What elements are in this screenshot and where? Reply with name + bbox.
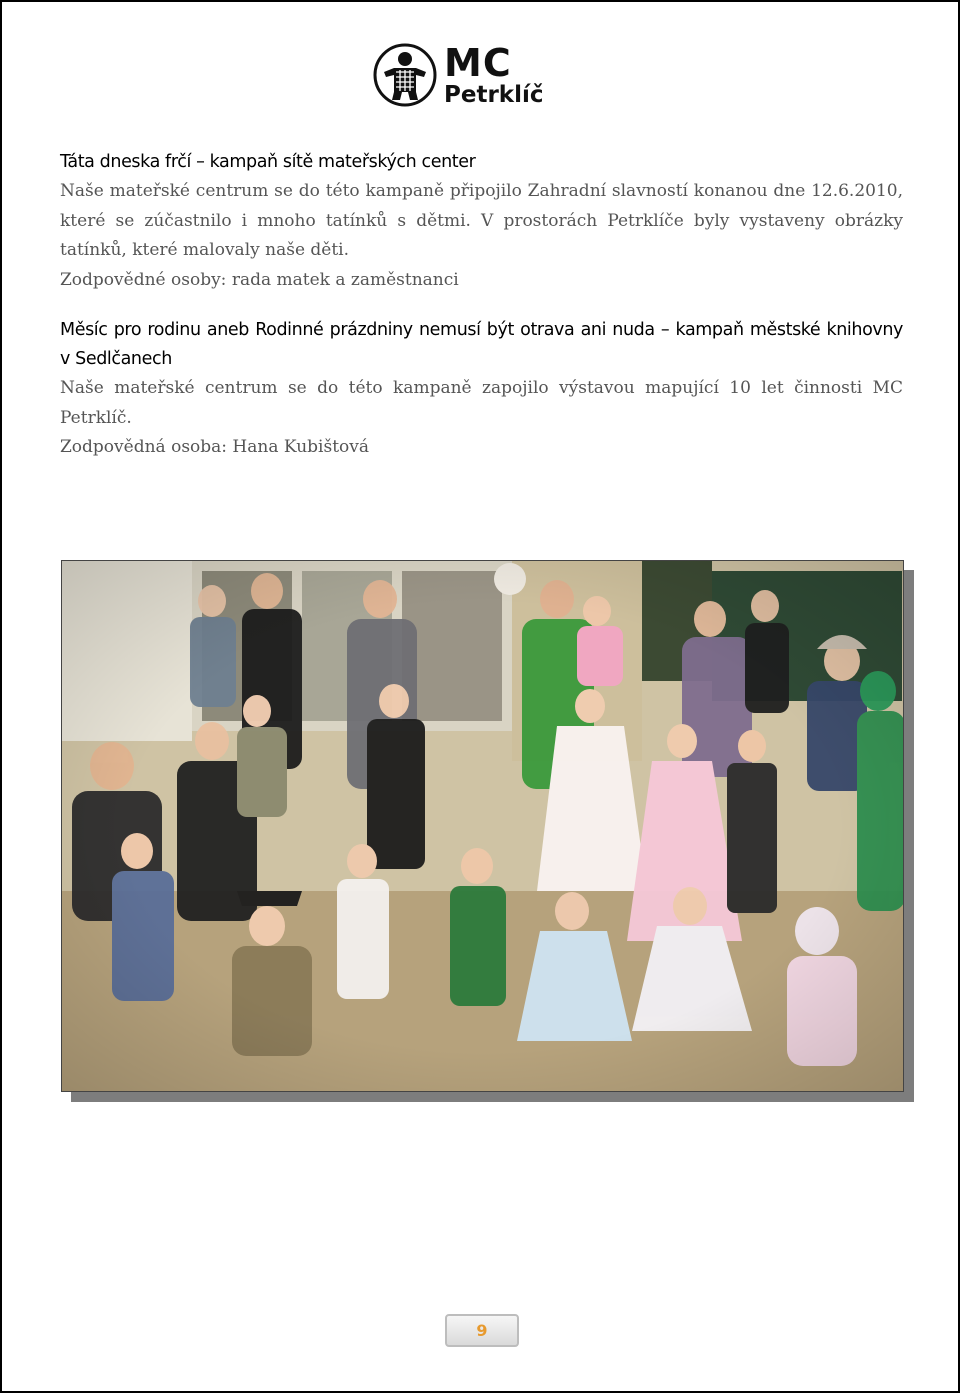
section-1-responsible: Zodpovědné osoby: rada matek a zaměstnanci [60,269,459,290]
section-1-paragraph: Naše mateřské centrum se do této kampaně připojilo Zahradní slavností konanou dne 12.6.2010, které se zúčastnilo i mnoho tatínků s dětmi. V prostorách Petrklíče byly vystaveny obrázky tatínků, které malovaly naše děti. [60,181,903,260]
photo-illustration [62,561,904,1092]
mc-petrklic-logo [372,40,562,110]
photo-frame [61,560,904,1092]
logo-mc-text: MC [444,40,512,85]
page-number: 9 [476,1321,488,1340]
logo-child-icon [372,42,438,108]
page-number-box [445,1314,519,1347]
section-2-responsible: Zodpovědná osoba: Hana Kubištová [60,437,369,457]
section-1-heading: Táta dneska frčí – kampaň sítě mateřských center [60,152,476,172]
article-content [60,148,903,463]
section-2-paragraph: Naše mateřské centrum se do této kampaně zapojilo výstavou mapující 10 let činnosti MC Petrklíč. [60,378,903,428]
group-photo [61,560,904,1092]
logo-name-text: Petrklíč [444,81,544,108]
logo-wordmark [444,40,544,108]
section-2-heading: Měsíc pro rodinu aneb Rodinné prázdniny nemusí být otrava ani nuda – kampaň městské knihovny v Sedlčanech [60,320,903,369]
